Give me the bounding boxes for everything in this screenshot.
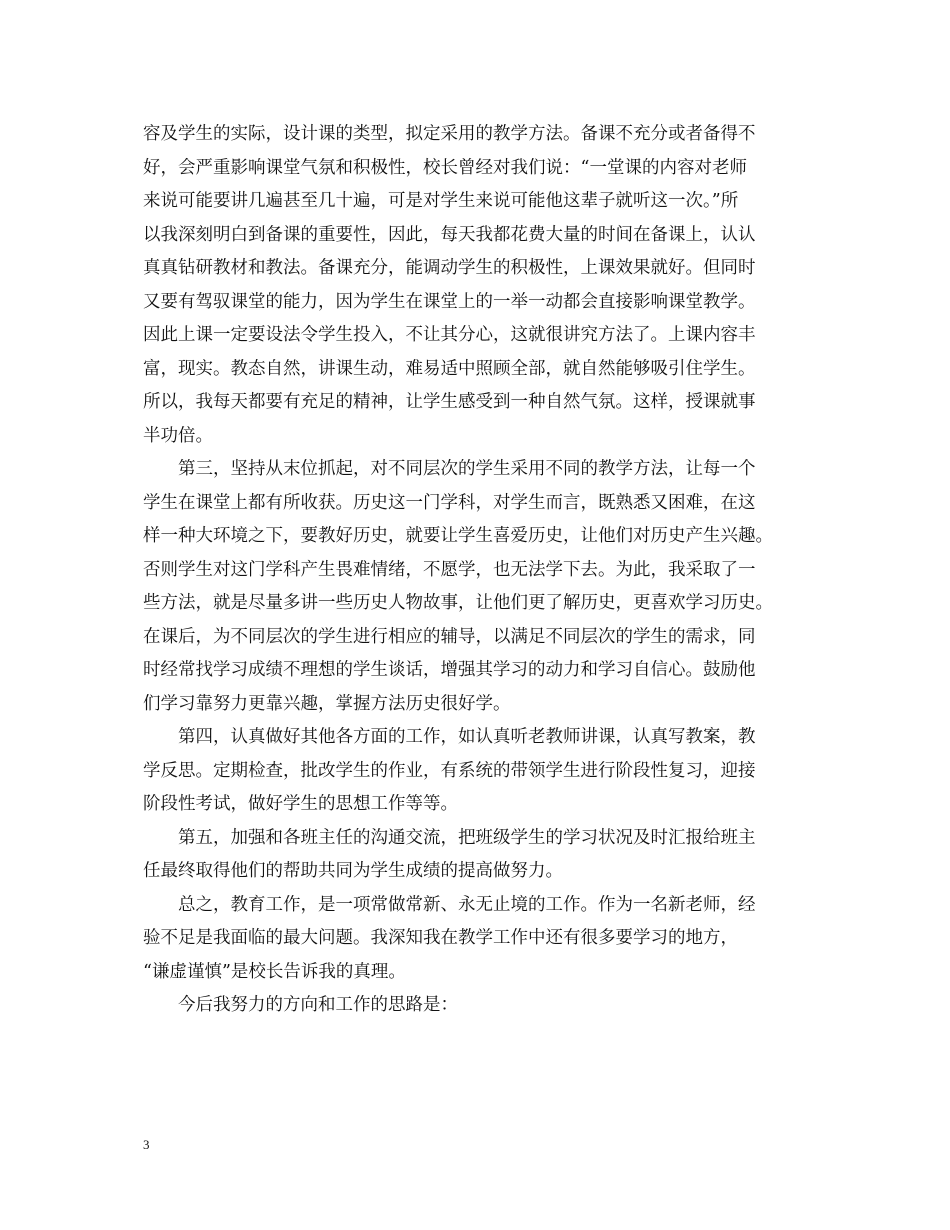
body-text bbox=[143, 118, 813, 1023]
text-line: 否则学生对这门学科产生畏难情绪，不愿学，也无法学下去。为此，我采取了一 bbox=[143, 559, 756, 580]
text-line: 学反思。定期检查，批改学生的作业，有系统的带领学生进行阶段性复习，迎接 bbox=[143, 760, 756, 781]
text-line: 真真钻研教材和教法。备课充分，能调动学生的积极性，上课效果就好。但同时 bbox=[143, 258, 756, 278]
paragraph-start-line: 第三，坚持从末位抓起，对不同层次的学生采用不同的教学方法，让每一个 bbox=[178, 459, 756, 479]
text-line: “谦虚谨慎”是校长告诉我的真理。 bbox=[143, 961, 406, 982]
text-line: 学生在课堂上都有所收获。历史这一门学科，对学生而言，既熟悉又困难，在这 bbox=[143, 492, 756, 513]
text-line: 以我深刻明白到备课的重要性，因此，每天我都花费大量的时间在备课上，认认 bbox=[143, 224, 756, 245]
text-line: 好，会严重影响课堂气氛和积极性，校长曾经对我们说：“一堂课的内容对老师 bbox=[143, 157, 747, 178]
text-line: 容及学生的实际，设计课的类型，拟定采用的教学方法。备课不充分或者备得不 bbox=[143, 124, 756, 144]
text-line: 在课后，为不同层次的学生进行相应的辅导，以满足不同层次的学生的需求，同 bbox=[143, 626, 756, 647]
paragraph-start-line: 今后我努力的方向和工作的思路是： bbox=[178, 995, 458, 1015]
text-line: 富，现实。教态自然，讲课生动，难易适中照顾全部，就自然能够吸引住学生。 bbox=[143, 358, 756, 379]
paragraph-start-line: 第五，加强和各班主任的沟通交流，把班级学生的学习状况及时汇报给班主 bbox=[178, 827, 756, 848]
text-line: 阶段性考试，做好学生的思想工作等等。 bbox=[143, 794, 458, 814]
page-number: 3 bbox=[143, 1137, 150, 1152]
text-line: 又要有驾驭课堂的能力，因为学生在课堂上的一举一动都会直接影响课堂教学。 bbox=[143, 291, 756, 312]
paragraph-start-line: 第四，认真做好其他各方面的工作，如认真听老教师讲课，认真写教案，教 bbox=[178, 727, 756, 747]
text-line: 些方法，就是尽量多讲一些历史人物故事，让他们更了解历史，更喜欢学习历史。 bbox=[143, 593, 773, 613]
text-line: 验不足是我面临的最大问题。我深知我在教学工作中还有很多要学习的地方， bbox=[143, 928, 738, 948]
text-line: 所以，我每天都要有充足的精神，让学生感受到一种自然气氛。这样，授课就事 bbox=[143, 392, 756, 412]
text-line: 时经常找学习成绩不理想的学生谈话，增强其学习的动力和学习自信心。鼓励他 bbox=[143, 660, 756, 680]
text-line: 因此上课一定要设法令学生投入，不让其分心，这就很讲究方法了。上课内容丰 bbox=[143, 325, 756, 345]
paragraph-start-line: 总之，教育工作，是一项常做常新、永无止境的工作。作为一名新老师，经 bbox=[178, 894, 756, 915]
text-line: 来说可能要讲几遍甚至几十遍，可是对学生来说可能他这辈子就听这一次。”所 bbox=[143, 191, 739, 211]
text-line: 任最终取得他们的帮助共同为学生成绩的提高做努力。 bbox=[143, 861, 563, 881]
text-line: 半功倍。 bbox=[143, 425, 213, 446]
text-line: 们学习靠努力更靠兴趣，掌握方法历史很好学。 bbox=[143, 693, 511, 714]
text-line: 样一种大环境之下，要教好历史，就要让学生喜爱历史，让他们对历史产生兴趣。 bbox=[143, 526, 773, 546]
